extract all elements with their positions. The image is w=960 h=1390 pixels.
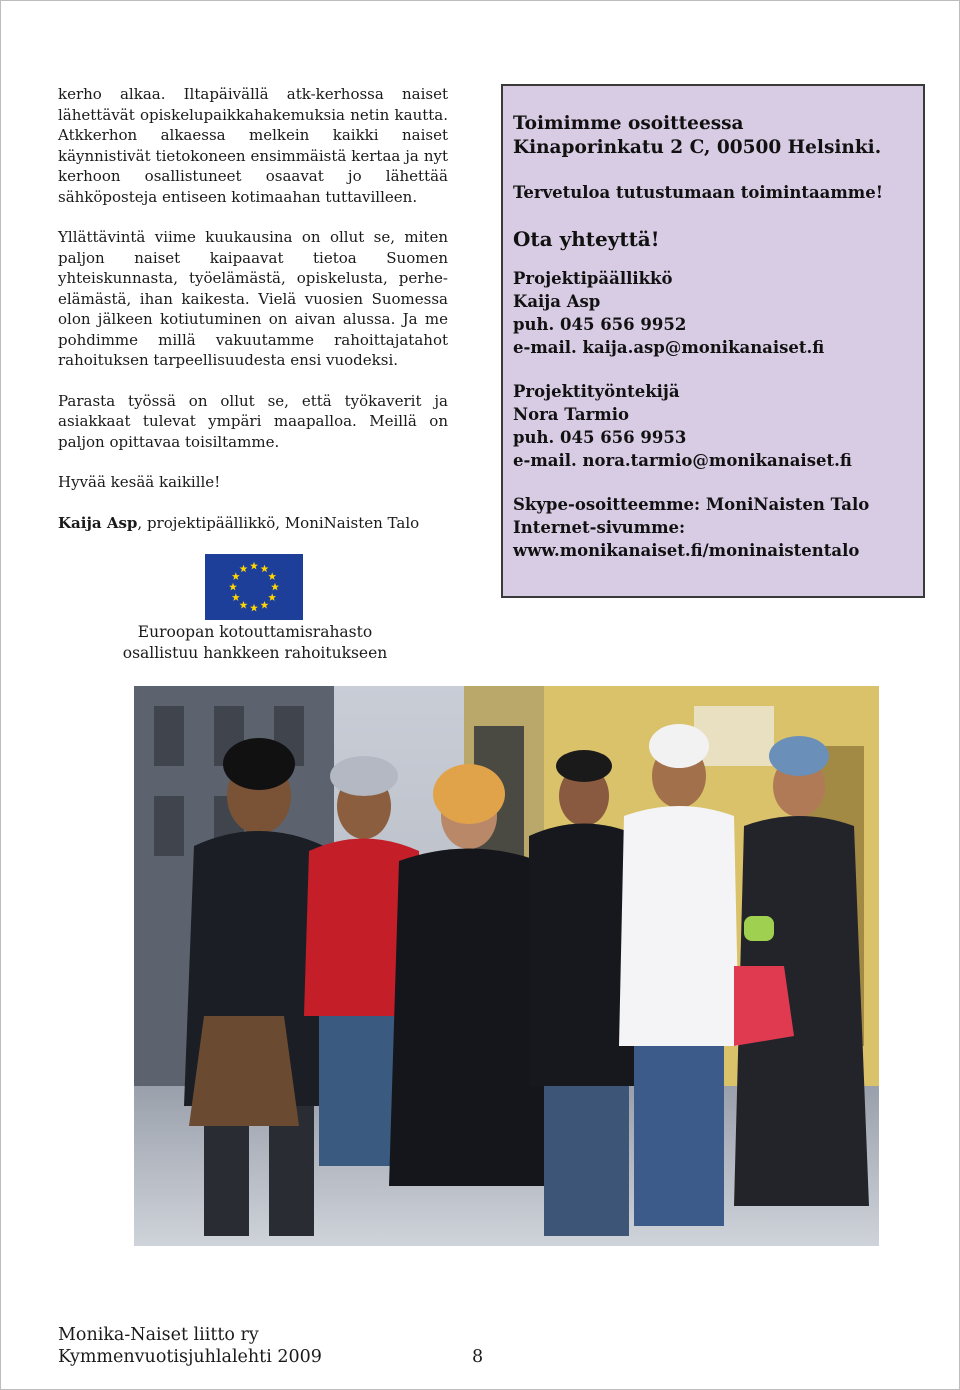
eu-star-icon <box>229 583 237 591</box>
eu-star-icon <box>250 562 258 570</box>
group-photo-icon <box>134 686 879 1246</box>
signature-title: , projektipäällikkö, MoniNaisten Talo <box>137 513 420 532</box>
manager-role: Projektipäällikkö <box>513 269 673 288</box>
group-photo-illustration <box>134 686 879 1246</box>
welcome-text: Tervetuloa tutustumaan toimintaamme! <box>513 183 883 202</box>
manager-name: Kaija Asp <box>513 292 601 311</box>
footer-publication: Kymmenvuotisjuhlalehti 2009 <box>58 1347 322 1367</box>
address-group <box>513 112 923 160</box>
manager-contact <box>513 267 923 359</box>
signature-name: Kaija Asp <box>58 513 138 532</box>
eu-star-icon <box>232 572 240 580</box>
contact-heading-group <box>513 225 923 253</box>
eu-star-icon <box>271 583 279 591</box>
worker-role: Projektityöntekijä <box>513 382 680 401</box>
contact-heading: Ota yhteyttä! <box>513 227 660 251</box>
greeting: Hyvää kesää kaikille! <box>58 473 221 491</box>
eu-flag-icon <box>205 554 303 620</box>
welcome-group <box>513 181 923 204</box>
signature <box>58 513 448 534</box>
footer-publisher: Monika-Naiset liitto ry <box>58 1325 259 1345</box>
eu-star-icon <box>250 604 258 612</box>
online-group <box>513 493 923 562</box>
eu-star-icon <box>232 593 240 601</box>
internet-url: www.monikanaiset.fi/moninaistentalo <box>513 541 860 560</box>
worker-name: Nora Tarmio <box>513 405 630 424</box>
body-paragraph: Parasta työssä on ollut se, että työkaverit ja asiakkaat tulevat ympäri maapalloa. Meillä on paljon opittavaa toisiltamme. <box>58 391 448 451</box>
eu-caption-line1: Euroopan kotouttamisrahasto <box>137 623 373 641</box>
eu-star-icon <box>240 601 248 609</box>
eu-caption <box>100 622 410 664</box>
eu-star-icon <box>261 601 269 609</box>
eu-caption-line2: osallistuu hankkeen rahoitukseen <box>122 644 388 662</box>
worker-contact <box>513 380 923 472</box>
worker-phone: puh. 045 656 9953 <box>513 428 687 447</box>
worker-email: e-mail. nora.tarmio@monikanaiset.fi <box>513 451 852 470</box>
address-heading: Toimimme osoitteessa <box>513 113 744 134</box>
page-number: 8 <box>472 1347 484 1367</box>
internet-label: Internet-sivumme: <box>513 518 686 537</box>
contact-box <box>501 84 925 598</box>
body-paragraph: kerho alkaa. Iltapäivällä atk-kerhossa naiset lähettävät opiskelupaikkahakemuksia netin kautta. Atkkerhon alkaessa melkein kaikki naiset käynnistivät tietokoneen ensimmäistä kertaa ja nyt kerhoon osallistuneet osaavat jo lähettää sähköposteja entiseen kotimaahan tuttavilleen. <box>58 85 448 206</box>
eu-star-icon <box>268 572 276 580</box>
eu-stars <box>205 554 303 620</box>
eu-star-icon <box>261 565 269 573</box>
skype-text: Skype-osoitteemme: MoniNaisten Talo <box>513 495 870 514</box>
manager-email: e-mail. kaija.asp@monikanaiset.fi <box>513 338 825 357</box>
eu-star-icon <box>240 565 248 573</box>
left-column <box>58 84 448 553</box>
footer <box>58 1324 322 1368</box>
eu-star-icon <box>268 593 276 601</box>
body-paragraph: Yllättävintä viime kuukausina on ollut se, miten paljon naiset kaipaavat tietoa Suomen yhteiskunnasta, työelämästä, opiskelusta, perhe-elämästä, ihan kaikesta. Vielä vuosien Suomessa olon jälkeen kotiutuminen on aivan alussa. Ja me pohdimme millä vakuutamme rahoittajatahot rahoituksen tarpeellisuudesta ensi vuodeksi. <box>58 228 448 369</box>
manager-phone: puh. 045 656 9952 <box>513 315 687 334</box>
address: Kinaporinkatu 2 C, 00500 Helsinki. <box>513 137 882 158</box>
